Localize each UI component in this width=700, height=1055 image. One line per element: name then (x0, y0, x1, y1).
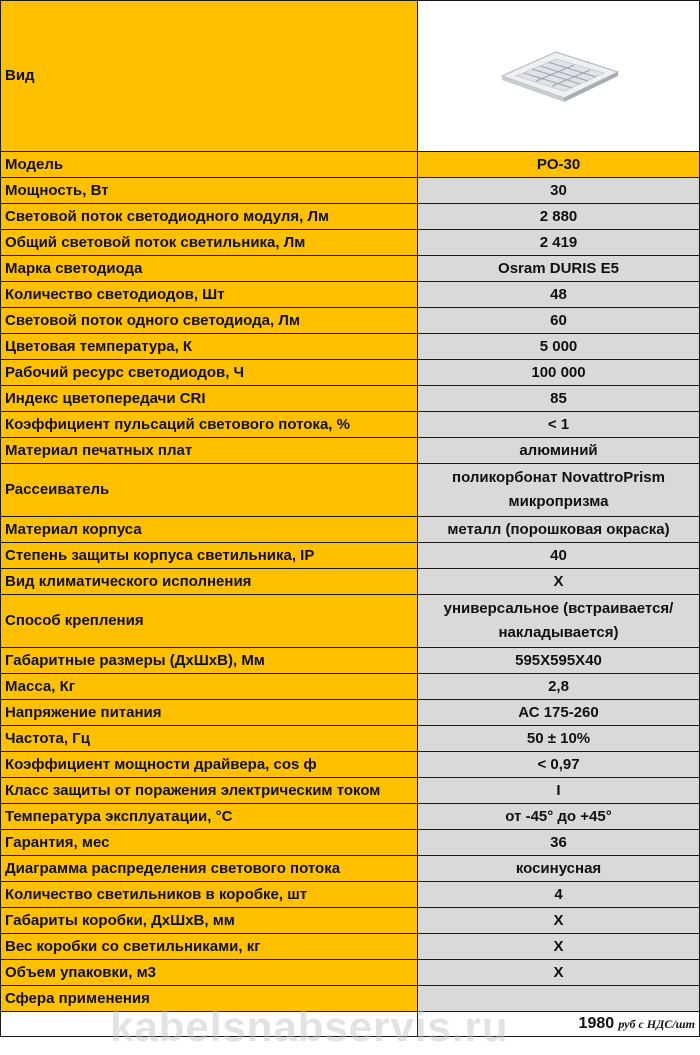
spec-row (1, 934, 700, 960)
spec-label: Коэффициент мощности драйвера, cos ф (1, 752, 418, 778)
spec-label: Степень защиты корпуса светильника, IP (1, 543, 418, 569)
spec-label: Световой поток одного светодиода, Лм (1, 308, 418, 334)
spec-label: Масса, Кг (1, 674, 418, 700)
spec-value: АС 175-260 (418, 700, 700, 726)
spec-value: Х (418, 908, 700, 934)
spec-label: Количество светильников в коробке, шт (1, 882, 418, 908)
spec-row (1, 960, 700, 986)
spec-label: Марка светодиода (1, 256, 418, 282)
spec-row (1, 282, 700, 308)
spec-value: 50 ± 10% (418, 726, 700, 752)
watermark: kabelsnabservis.ru (110, 1003, 509, 1050)
spec-row (1, 308, 700, 334)
price-amount: 1980 (578, 1015, 615, 1032)
spec-row (1, 856, 700, 882)
spec-label: Вес коробки со светильниками, кг (1, 934, 418, 960)
spec-value: универсальное (встраивается/накладывается) (418, 595, 700, 648)
spec-label: Материал печатных плат (1, 438, 418, 464)
product-image-cell (418, 1, 700, 152)
spec-label: Способ крепления (1, 595, 418, 648)
spec-value: 595Х595Х40 (418, 648, 700, 674)
spec-row (1, 543, 700, 569)
spec-label: Индекс цветопередачи CRI (1, 386, 418, 412)
spec-value: 30 (418, 178, 700, 204)
spec-row (1, 386, 700, 412)
view-label: Вид (1, 1, 418, 152)
spec-label: Габариты коробки, ДхШхВ, мм (1, 908, 418, 934)
price-unit: руб с НДС/шт (618, 1017, 695, 1031)
spec-value: I (418, 778, 700, 804)
spec-label: Мощность, Вт (1, 178, 418, 204)
spec-label: Частота, Гц (1, 726, 418, 752)
spec-label: Рассеиватель (1, 464, 418, 517)
spec-value: Х (418, 569, 700, 595)
spec-label: Температура эксплуатации, °С (1, 804, 418, 830)
spec-value: 2,8 (418, 674, 700, 700)
model-value: PO-30 (418, 152, 700, 178)
spec-label: Модель (1, 152, 418, 178)
spec-row (1, 256, 700, 282)
spec-row (1, 178, 700, 204)
price-label-cell (1, 1012, 418, 1037)
spec-value: < 1 (418, 412, 700, 438)
spec-value: < 0,97 (418, 752, 700, 778)
spec-value: алюминий (418, 438, 700, 464)
spec-value: 100 000 (418, 360, 700, 386)
spec-value: 85 (418, 386, 700, 412)
spec-label: Световой поток светодиодного модуля, Лм (1, 204, 418, 230)
price-cell (418, 1012, 700, 1037)
spec-label: Диаграмма распределения светового потока (1, 856, 418, 882)
spec-row (1, 804, 700, 830)
spec-row (1, 412, 700, 438)
spec-label: Класс защиты от поражения электрическим током (1, 778, 418, 804)
spec-value: Osram DURIS E5 (418, 256, 700, 282)
spec-value: 36 (418, 830, 700, 856)
spec-value: Х (418, 960, 700, 986)
spec-value: косинусная (418, 856, 700, 882)
spec-value: металл (порошковая окраска) (418, 517, 700, 543)
spec-label: Цветовая температура, К (1, 334, 418, 360)
spec-row (1, 778, 700, 804)
spec-value: 5 000 (418, 334, 700, 360)
spec-value: от -45° до +45° (418, 804, 700, 830)
spec-row (1, 700, 700, 726)
spec-label: Габаритные размеры (ДхШхВ), Мм (1, 648, 418, 674)
spec-row (1, 752, 700, 778)
spec-label: Количество светодиодов, Шт (1, 282, 418, 308)
spec-value (418, 986, 700, 1012)
spec-value: Х (418, 934, 700, 960)
spec-row (1, 464, 700, 517)
spec-row (1, 569, 700, 595)
spec-row (1, 595, 700, 648)
spec-value: 2 880 (418, 204, 700, 230)
spec-row (1, 726, 700, 752)
spec-label: Материал корпуса (1, 517, 418, 543)
spec-label: Вид климатического исполнения (1, 569, 418, 595)
spec-row (1, 830, 700, 856)
spec-row (1, 986, 700, 1012)
spec-row (1, 438, 700, 464)
spec-value: 48 (418, 282, 700, 308)
spec-row (1, 674, 700, 700)
spec-row (1, 152, 700, 178)
spec-row (1, 882, 700, 908)
spec-row (1, 648, 700, 674)
spec-value: 2 419 (418, 230, 700, 256)
spec-label: Коэффициент пульсаций светового потока, % (1, 412, 418, 438)
spec-row (1, 334, 700, 360)
spec-label: Гарантия, мес (1, 830, 418, 856)
spec-label: Общий световой поток светильника, Лм (1, 230, 418, 256)
spec-label: Объем упаковки, м3 (1, 960, 418, 986)
spec-value: 60 (418, 308, 700, 334)
spec-value: 4 (418, 882, 700, 908)
spec-row (1, 230, 700, 256)
spec-label: Сфера применения (1, 986, 418, 1012)
ceiling-led-panel-icon (494, 46, 624, 106)
spec-row (1, 204, 700, 230)
spec-label: Напряжение питания (1, 700, 418, 726)
spec-row (1, 908, 700, 934)
spec-value: 40 (418, 543, 700, 569)
spec-row (1, 360, 700, 386)
spec-row (1, 517, 700, 543)
spec-label: Рабочий ресурс светодиодов, Ч (1, 360, 418, 386)
spec-value: поликорбонат NovattroPrism микропризма (418, 464, 700, 517)
